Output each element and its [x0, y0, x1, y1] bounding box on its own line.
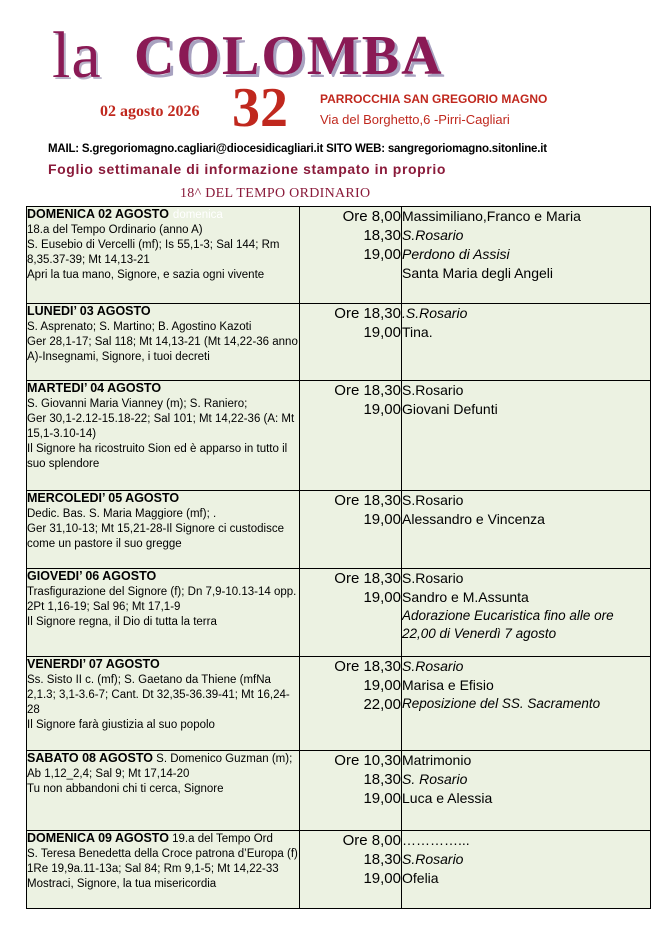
mass-time: Ore 18,30	[334, 382, 401, 399]
intention-line: Luca e Alessia	[402, 790, 493, 806]
time-cell	[300, 831, 402, 909]
mass-time: 19,00	[363, 870, 401, 887]
mass-time: Ore 18,30	[334, 305, 401, 322]
intentions-cell	[402, 304, 651, 381]
intention-line: S.Rosario	[402, 658, 464, 674]
schedule-row	[27, 569, 651, 657]
time-cell	[300, 304, 402, 381]
liturgy-line: Ger 31,10-13; Mt 15,21-28-Il Signore ci custodisce come un pastore il suo gregge	[27, 523, 284, 550]
mass-time: 19,00	[363, 511, 401, 528]
schedule-row	[27, 491, 651, 569]
mass-time: Ore 8,00	[342, 208, 401, 225]
liturgy-line: Il Signore regna, il Dio di tutta la terra	[27, 616, 217, 628]
day-heading	[27, 657, 299, 673]
mass-time: 18,30	[363, 771, 401, 788]
intentions-cell	[402, 657, 651, 751]
intention-line: Santa Maria degli Angeli	[402, 265, 553, 281]
intention-line: …………...	[402, 832, 470, 848]
mass-time: 19,00	[363, 790, 401, 807]
liturgy-line: Apri la tua mano, Signore, e sazia ogni vivente	[27, 269, 265, 281]
day-heading	[27, 569, 299, 585]
intention-line: S.Rosario	[402, 851, 464, 867]
liturgy-line: Ger 30,1-2.12-15.18-22; Sal 101; Mt 14,22-36 (A: Mt 15,1-3.10-14)	[27, 413, 295, 440]
day-cell	[27, 304, 300, 381]
day-heading	[27, 751, 299, 782]
day-heading	[27, 831, 299, 847]
intention-line: S.Rosario	[402, 570, 464, 586]
intentions-cell	[402, 569, 651, 657]
time-cell	[300, 657, 402, 751]
day-cell	[27, 751, 300, 831]
mass-time: Ore 18,30	[334, 570, 401, 587]
day-name: LUNEDI’ 03 AGOSTO	[27, 304, 151, 318]
intention-line: Perdono di Assisi	[402, 246, 510, 262]
masthead	[0, 0, 670, 210]
day-heading	[27, 207, 299, 223]
liturgy-line: 1Re 19,9a.11-13a; Sal 84; Rm 9,1-5; Mt 14,22-33	[27, 863, 279, 875]
schedule-body	[27, 207, 651, 909]
liturgy-line: Mostraci, Signore, la tua misericordia	[27, 878, 217, 890]
time-cell	[300, 569, 402, 657]
sunday-label: 18^ DEL TEMPO ORDINARIO	[180, 186, 371, 201]
day-extra-text: S. Domenico Guzman (m); Ab 1,12_2,4; Sal 9; Mt 17,14-20	[27, 753, 293, 780]
mass-time: Ore 10,30	[334, 752, 401, 769]
day-cell	[27, 491, 300, 569]
mass-time: 18,30	[363, 851, 401, 868]
mass-time: Ore 18,30	[334, 492, 401, 509]
intentions-cell	[402, 491, 651, 569]
liturgy-line: S. Giovanni Maria Vianney (m); S. Raniero;	[27, 398, 248, 410]
intention-line: Sandro e M.Assunta	[402, 589, 529, 605]
liturgy-line: Dedic. Bas. S. Maria Maggiore (mf); .	[27, 508, 217, 520]
mass-time: 19,00	[363, 246, 401, 263]
intention-line: Massimiliano,Franco e Maria	[402, 208, 581, 224]
mass-time: 19,00	[363, 324, 401, 341]
day-heading	[27, 491, 299, 507]
day-heading	[27, 381, 299, 397]
day-heading	[27, 304, 299, 320]
day-name: MERCOLEDI’ 05 AGOSTO	[27, 491, 180, 505]
liturgy-line: Trasfigurazione del Signore (f); Dn 7,9-10.13-14 opp. 2Pt 1,16-19; Sal 96; Mt 17,1-9	[27, 586, 297, 613]
time-cell	[300, 751, 402, 831]
day-extra-text: 19.a del Tempo Ord	[168, 833, 273, 845]
liturgy-line: S. Eusebio di Vercelli (mf); Is 55,1-3; Sal 144; Rm 8,35.37-39; Mt 14,13-21	[27, 239, 280, 266]
hidden-label: domenica	[172, 209, 223, 221]
intention-line: Alessandro e Vincenza	[402, 511, 545, 527]
intention-line: Tina.	[402, 324, 433, 340]
intentions-cell	[402, 831, 651, 909]
day-name: SABATO 08 AGOSTO	[27, 751, 153, 765]
intention-line: .S.Rosario	[402, 305, 468, 321]
intention-line: Adorazione Eucaristica fino alle ore 22,00 di Venerdì 7 agosto	[402, 608, 614, 641]
intention-line: Ofelia	[402, 870, 439, 886]
liturgy-line: Ss. Sisto II c. (mf); S. Gaetano da Thiene (mfNa 2,1.3; 3,1-3.6-7; Cant. Dt 32,35-36.39-41; Mt 16,24-28	[27, 674, 290, 716]
intention-line: S.Rosario	[402, 227, 464, 243]
logo-colomba: COLOMBA	[134, 25, 444, 87]
parish-name: PARROCCHIA SAN GREGORIO MAGNO	[320, 92, 548, 106]
mass-time: 22,00	[363, 696, 401, 713]
mass-time: 18,30	[363, 227, 401, 244]
mass-time: Ore 18,30	[334, 658, 401, 675]
tagline: Foglio settimanale di informazione stampato in proprio	[48, 161, 446, 177]
logo-la: la	[52, 19, 102, 92]
schedule-row	[27, 304, 651, 381]
schedule-row	[27, 657, 651, 751]
mass-time: 19,00	[363, 401, 401, 418]
day-cell	[27, 569, 300, 657]
schedule-row	[27, 207, 651, 304]
mass-time: Ore 8,00	[342, 832, 401, 849]
intention-line: S.Rosario	[402, 382, 464, 398]
intention-line: Giovani Defunti	[402, 401, 498, 417]
intention-line: S.Rosario	[402, 492, 464, 508]
weekly-schedule-table	[26, 206, 651, 909]
intentions-cell	[402, 381, 651, 491]
time-cell	[300, 207, 402, 304]
liturgy-line: Il Signore ha ricostruito Sion ed è apparso in tutto il suo splendore	[27, 443, 288, 470]
liturgy-line: 18.a del Tempo Ordinario (anno A)	[27, 224, 203, 236]
schedule-row	[27, 381, 651, 491]
intention-line: S. Rosario	[402, 771, 468, 787]
liturgy-line: Ger 28,1-17; Sal 118; Mt 14,13-21 (Mt 14,22-36 anno A)-Insegnami, Signore, i tuoi decreti	[27, 336, 298, 363]
day-cell	[27, 381, 300, 491]
day-cell	[27, 657, 300, 751]
contact-line: MAIL: S.gregoriomagno.cagliari@diocesidicagliari.it SITO WEB: sangregoriomagno.sitonline.it	[48, 143, 547, 155]
intention-line: Matrimonio	[402, 752, 472, 768]
day-cell	[27, 207, 300, 304]
intention-line: Reposizione del SS. Sacramento	[402, 696, 601, 711]
issue-number: 32	[232, 77, 288, 139]
mass-time: 19,00	[363, 677, 401, 694]
schedule-row	[27, 831, 651, 909]
day-name: MARTEDI’ 04 AGOSTO	[27, 381, 162, 395]
day-name: DOMENICA 02 AGOSTO	[27, 207, 169, 221]
issue-date: 02 agosto 2026	[100, 103, 200, 120]
intentions-cell	[402, 207, 651, 304]
intention-line: Marisa e Efisio	[402, 677, 494, 693]
day-name: DOMENICA 09 AGOSTO	[27, 831, 169, 845]
day-name: GIOVEDI’ 06 AGOSTO	[27, 569, 157, 583]
liturgy-line: Tu non abbandoni chi ti cerca, Signore	[27, 783, 224, 795]
day-name: VENERDI’ 07 AGOSTO	[27, 657, 160, 671]
intentions-cell	[402, 751, 651, 831]
liturgy-line: S. Teresa Benedetta della Croce patrona d’Europa (f)	[27, 848, 298, 860]
parish-address: Via del Borghetto,6 -Pirri-Cagliari	[320, 112, 510, 127]
time-cell	[300, 491, 402, 569]
day-cell	[27, 831, 300, 909]
schedule-row	[27, 751, 651, 831]
liturgy-line: S. Asprenato; S. Martino; B. Agostino Kazoti	[27, 321, 252, 333]
mass-time: 19,00	[363, 589, 401, 606]
time-cell	[300, 381, 402, 491]
liturgy-line: Il Signore farà giustizia al suo popolo	[27, 719, 215, 731]
